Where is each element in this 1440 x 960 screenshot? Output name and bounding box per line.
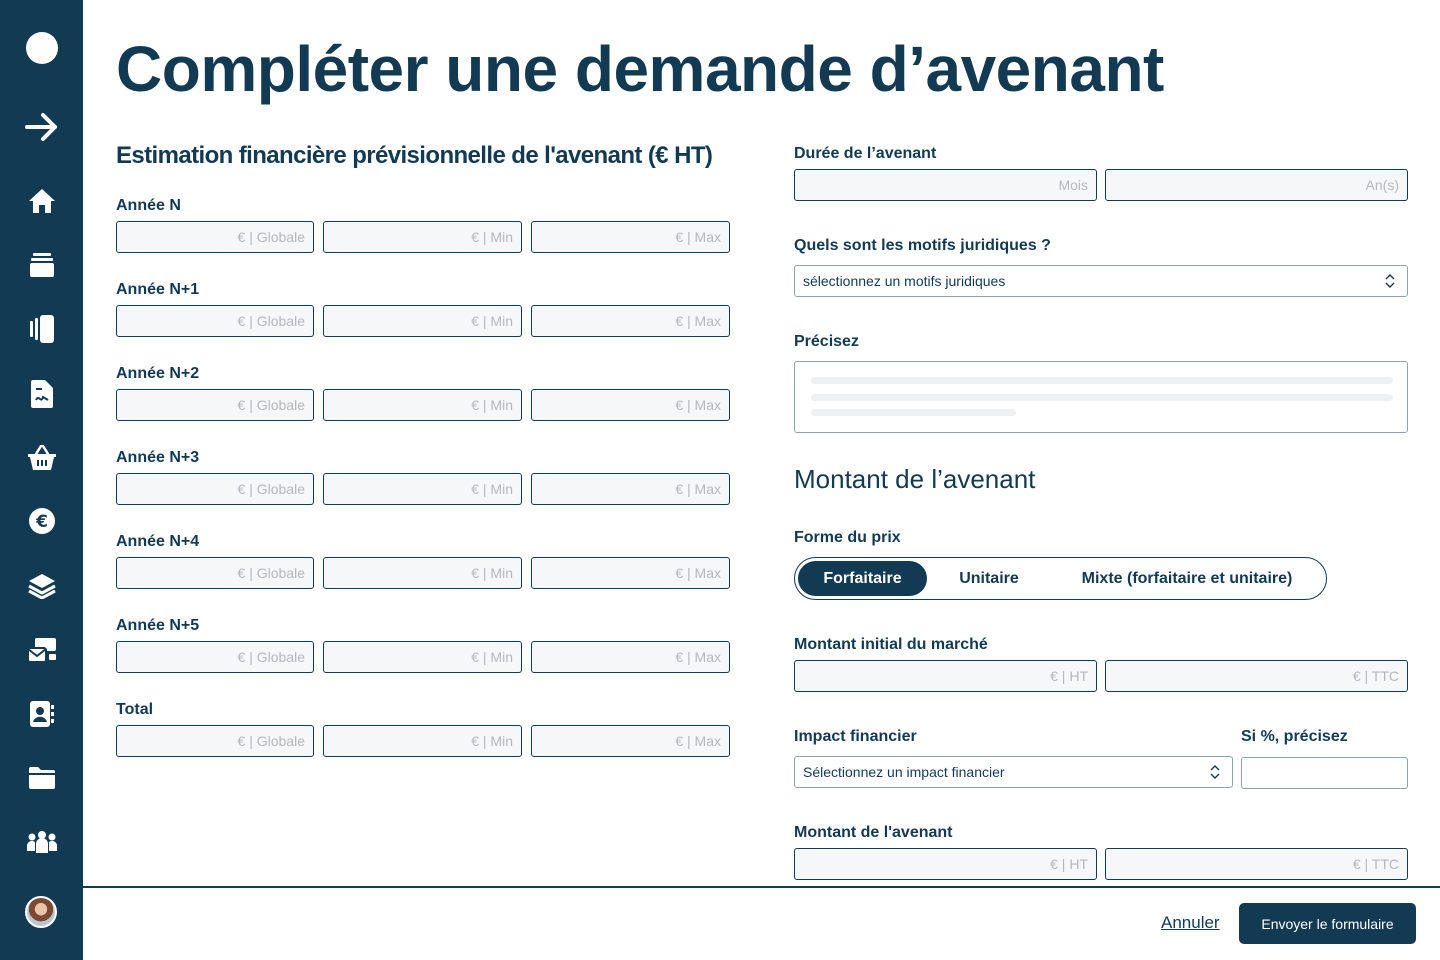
year-label: Année N — [116, 197, 181, 214]
layers-icon[interactable] — [0, 570, 83, 602]
estimation-section-title: Estimation financière prévisionnelle de l'avenant (€ HT) — [116, 142, 713, 169]
montant-initial-ttc-input[interactable]: € | TTC — [1105, 660, 1408, 692]
year-label: Année N+2 — [116, 365, 200, 382]
textarea-placeholder-line — [811, 409, 1016, 416]
estimation-max-input[interactable]: € | Max — [531, 221, 730, 253]
estimation-max-input[interactable]: € | Max — [531, 557, 730, 589]
motifs-select-value: sélectionnez un motifs juridiques — [803, 273, 1006, 289]
page-title: Compléter une demande d’avenant — [116, 33, 1164, 105]
forme-prix-option-forfaitaire[interactable]: Forfaitaire — [798, 561, 927, 596]
user-avatar[interactable] — [25, 896, 57, 928]
estimation-max-input[interactable]: € | Max — [531, 305, 730, 337]
team-icon[interactable] — [0, 825, 83, 859]
montant-initial-ht-input[interactable]: € | HT — [794, 660, 1097, 692]
impact-label: Impact financier — [794, 728, 917, 745]
estimation-min-input[interactable]: € | Min — [323, 221, 522, 253]
estimation-max-input[interactable]: € | Max — [531, 641, 730, 673]
estimation-min-input[interactable]: € | Min — [323, 389, 522, 421]
estimation-globale-input[interactable]: € | Globale — [116, 641, 314, 673]
home-icon[interactable] — [0, 186, 83, 216]
sidebar — [0, 0, 83, 960]
si-pourcentage-label: Si %, précisez — [1241, 728, 1348, 745]
chevron-updown-icon — [1210, 763, 1220, 781]
forme-prix-option-unitaire[interactable]: Unitaire — [959, 569, 1019, 587]
precisez-label: Précisez — [794, 333, 859, 350]
montant-avenant-label: Montant de l'avenant — [794, 824, 953, 841]
estimation-min-input[interactable]: € | Min — [323, 725, 522, 757]
textarea-placeholder-line — [811, 377, 1393, 384]
estimation-min-input[interactable]: € | Min — [323, 557, 522, 589]
estimation-max-input[interactable]: € | Max — [531, 725, 730, 757]
cancel-link[interactable]: Annuler — [1161, 913, 1220, 932]
estimation-globale-input[interactable]: € | Globale — [116, 305, 314, 337]
circle-icon[interactable] — [0, 31, 83, 65]
motifs-label: Quels sont les motifs juridiques ? — [794, 237, 1051, 254]
montant-initial-label: Montant initial du marché — [794, 636, 988, 653]
archive-icon[interactable] — [0, 250, 83, 280]
montant-section-title: Montant de l’avenant — [794, 464, 1036, 494]
estimation-globale-input[interactable]: € | Globale — [116, 473, 314, 505]
chevron-updown-icon — [1385, 272, 1395, 290]
impact-select-value: Sélectionnez un impact financier — [803, 764, 1005, 780]
arrow-right-icon[interactable] — [0, 110, 83, 144]
estimation-globale-input[interactable]: € | Globale — [116, 557, 314, 589]
basket-icon[interactable] — [0, 442, 83, 474]
year-label: Année N+1 — [116, 281, 200, 298]
montant-avenant-ht-input[interactable]: € | HT — [794, 848, 1097, 880]
impact-select[interactable] — [794, 756, 1233, 788]
estimation-max-input[interactable]: € | Max — [531, 473, 730, 505]
estimation-min-input[interactable]: € | Min — [323, 641, 522, 673]
estimation-min-input[interactable]: € | Min — [323, 305, 522, 337]
forme-prix-segmented-control — [794, 557, 1327, 600]
motifs-select[interactable] — [794, 265, 1408, 297]
mail-box-icon[interactable] — [0, 633, 83, 667]
duree-ans-input[interactable]: An(s) — [1105, 169, 1408, 201]
year-label: Année N+4 — [116, 533, 200, 550]
estimation-globale-input[interactable]: € | Globale — [116, 221, 314, 253]
montant-avenant-ttc-input[interactable]: € | TTC — [1105, 848, 1408, 880]
year-label: Année N+3 — [116, 449, 200, 466]
estimation-max-input[interactable]: € | Max — [531, 389, 730, 421]
footer-bar — [83, 886, 1440, 960]
contact-icon[interactable] — [0, 697, 83, 731]
forme-prix-option-mixte[interactable]: Mixte (forfaitaire et unitaire) — [1081, 569, 1293, 587]
document-icon[interactable] — [0, 378, 83, 410]
precisez-textarea[interactable] — [794, 361, 1408, 433]
estimation-min-input[interactable]: € | Min — [323, 473, 522, 505]
submit-button[interactable]: Envoyer le formulaire — [1239, 903, 1416, 944]
si-pourcentage-input[interactable] — [1241, 757, 1408, 789]
duree-mois-input[interactable]: Mois — [794, 169, 1097, 201]
estimation-globale-input[interactable]: € | Globale — [116, 389, 314, 421]
textarea-placeholder-line — [811, 394, 1393, 401]
folder-icon[interactable] — [0, 762, 83, 794]
cards-icon[interactable] — [0, 313, 83, 345]
year-label: Total — [116, 701, 154, 718]
svg-text:€: € — [35, 512, 48, 532]
duree-label: Durée de l’avenant — [794, 145, 937, 162]
estimation-globale-input[interactable]: € | Globale — [116, 725, 314, 757]
forme-prix-label: Forme du prix — [794, 529, 901, 546]
euro-icon[interactable] — [0, 505, 83, 537]
year-label: Année N+5 — [116, 617, 200, 634]
